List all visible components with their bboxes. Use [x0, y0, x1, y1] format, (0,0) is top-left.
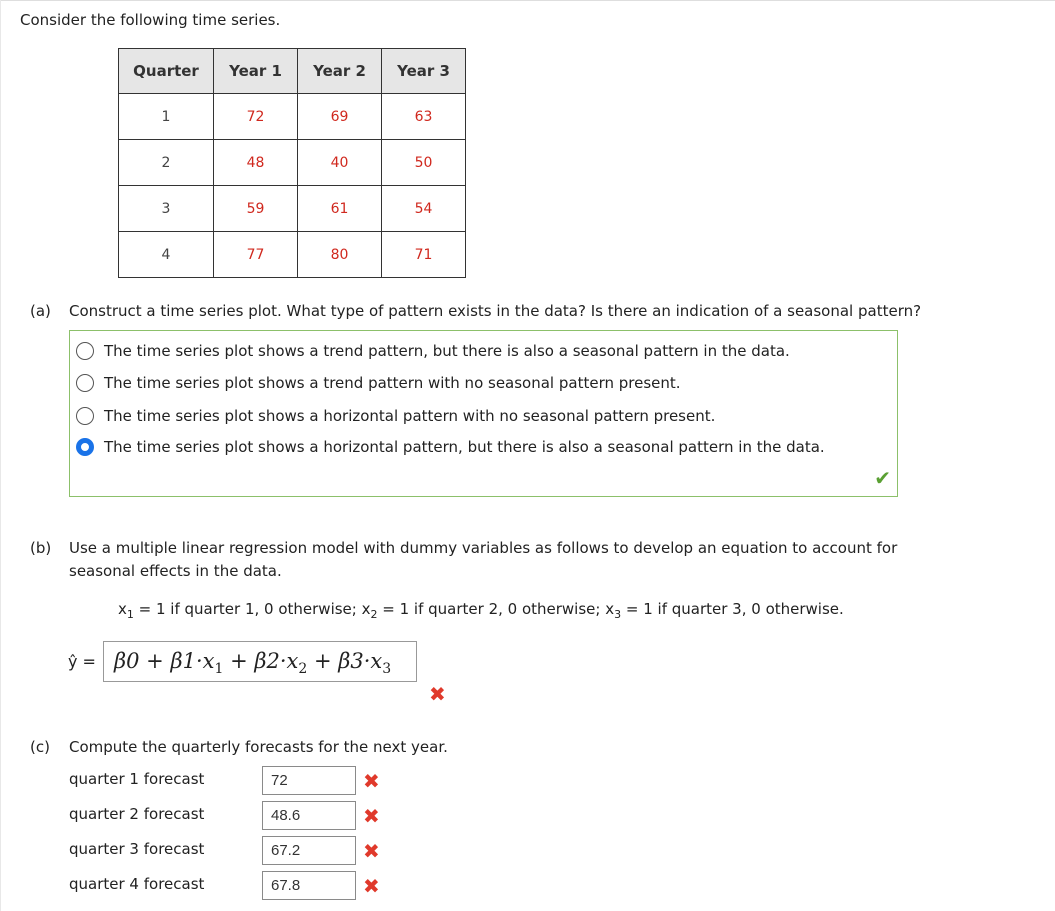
radio-button[interactable] — [76, 374, 94, 392]
eq-sub-3: 3 — [382, 661, 392, 678]
forecast-label-q1: quarter 1 forecast — [69, 770, 205, 788]
part-b-label: (b) — [30, 539, 52, 557]
x1-var: x — [118, 600, 127, 618]
radio-button-selected[interactable] — [76, 438, 94, 456]
cell-value: 40 — [298, 140, 382, 186]
cell-quarter: 4 — [119, 232, 214, 278]
cell-value: 69 — [298, 94, 382, 140]
x1-sub: 1 — [126, 608, 134, 621]
forecast-input-q4[interactable] — [262, 871, 356, 900]
dummy-variable-definitions — [118, 600, 844, 621]
x2-sub: 2 — [370, 608, 378, 621]
yhat-label: ŷ = — [68, 652, 96, 671]
table-row — [119, 94, 466, 140]
x-icon: ✖ — [429, 682, 446, 706]
eq-sub-1: 1 — [214, 661, 224, 678]
cell-value: 50 — [382, 140, 466, 186]
x3-var: x — [605, 600, 615, 618]
top-divider — [0, 0, 1055, 1]
x-icon: ✖ — [363, 874, 380, 898]
eq-term-2: + β2·x — [223, 649, 299, 673]
radio-button[interactable] — [76, 342, 94, 360]
x-icon: ✖ — [363, 839, 380, 863]
table-header-row — [119, 49, 466, 94]
cell-value: 59 — [214, 186, 298, 232]
cell-quarter: 3 — [119, 186, 214, 232]
header-quarter: Quarter — [119, 49, 214, 94]
part-b-question-line1: Use a multiple linear regression model with dummy variables as follows to develop an equation to account for — [69, 539, 898, 557]
cell-value: 63 — [382, 94, 466, 140]
x-icon: ✖ — [363, 769, 380, 793]
eq-term-1: β0 + β1·x — [114, 649, 215, 673]
option-label: The time series plot shows a trend pattern, but there is also a seasonal pattern in the data. — [104, 342, 790, 360]
x3-sub: 3 — [614, 608, 622, 621]
header-year-1: Year 1 — [214, 49, 298, 94]
option-label: The time series plot shows a horizontal pattern, but there is also a seasonal pattern in the data. — [104, 438, 825, 456]
eq-sub-2: 2 — [298, 661, 308, 678]
table-row — [119, 186, 466, 232]
option-label: The time series plot shows a trend pattern with no seasonal pattern present. — [104, 374, 681, 392]
header-year-3: Year 3 — [382, 49, 466, 94]
check-icon: ✔ — [874, 466, 891, 490]
cell-value: 80 — [298, 232, 382, 278]
part-a-label: (a) — [30, 302, 51, 320]
equation-input[interactable] — [103, 641, 417, 682]
time-series-table — [118, 48, 466, 278]
table-row — [119, 140, 466, 186]
eq-term-3: + β3·x — [307, 649, 383, 673]
x2-text: = 1 if quarter 2, 0 otherwise; — [377, 600, 606, 618]
x3-text: = 1 if quarter 3, 0 otherwise. — [621, 600, 844, 618]
cell-quarter: 1 — [119, 94, 214, 140]
option-label: The time series plot shows a horizontal pattern with no seasonal pattern present. — [104, 407, 716, 425]
option-3[interactable] — [76, 407, 715, 425]
x-icon: ✖ — [363, 804, 380, 828]
left-divider — [0, 0, 1, 911]
part-c-label: (c) — [30, 738, 50, 756]
cell-value: 71 — [382, 232, 466, 278]
forecast-label-q4: quarter 4 forecast — [69, 875, 205, 893]
forecast-input-q2[interactable] — [262, 801, 356, 830]
option-2[interactable] — [76, 374, 681, 392]
part-c-question: Compute the quarterly forecasts for the next year. — [69, 738, 448, 756]
forecast-input-q1[interactable] — [262, 766, 356, 795]
part-a-answer-box — [69, 330, 898, 497]
option-4[interactable] — [76, 438, 825, 456]
cell-quarter: 2 — [119, 140, 214, 186]
forecast-label-q2: quarter 2 forecast — [69, 805, 205, 823]
x1-text: = 1 if quarter 1, 0 otherwise; — [133, 600, 362, 618]
table-row — [119, 232, 466, 278]
cell-value: 77 — [214, 232, 298, 278]
cell-value: 48 — [214, 140, 298, 186]
radio-button[interactable] — [76, 407, 94, 425]
cell-value: 54 — [382, 186, 466, 232]
cell-value: 61 — [298, 186, 382, 232]
cell-value: 72 — [214, 94, 298, 140]
intro-text: Consider the following time series. — [20, 11, 281, 29]
header-year-2: Year 2 — [298, 49, 382, 94]
part-b-question-line2: seasonal effects in the data. — [69, 562, 282, 580]
x2-var: x — [361, 600, 371, 618]
forecast-label-q3: quarter 3 forecast — [69, 840, 205, 858]
forecast-input-q3[interactable] — [262, 836, 356, 865]
part-a-question: Construct a time series plot. What type of pattern exists in the data? Is there an indication of a seasonal pattern? — [69, 302, 922, 320]
option-1[interactable] — [76, 342, 790, 360]
